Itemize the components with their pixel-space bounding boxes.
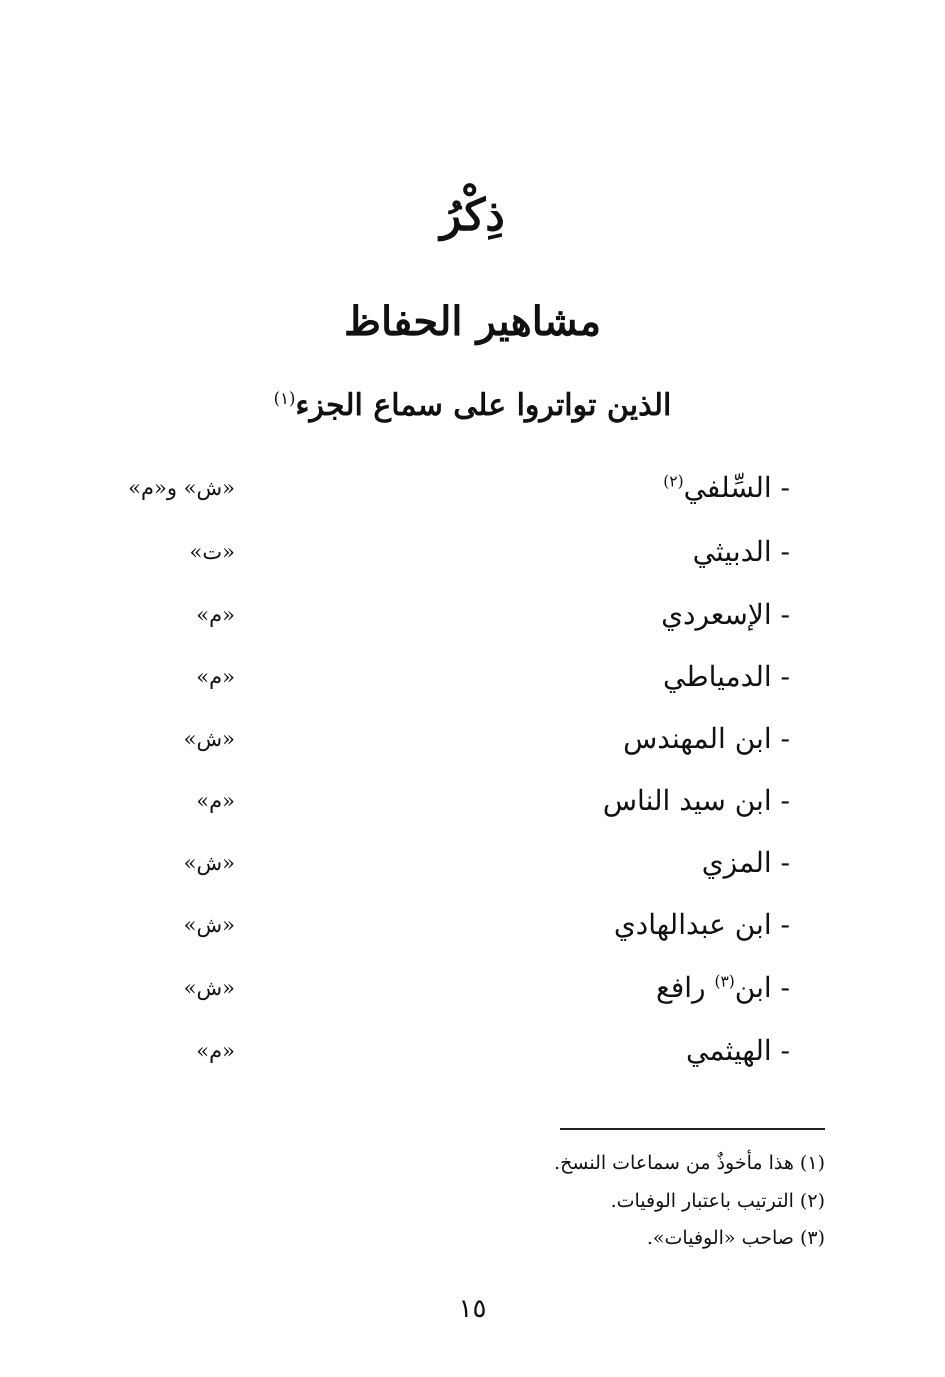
list-item <box>100 841 790 885</box>
footnote-divider <box>560 1128 825 1130</box>
footnote: (١) هذا مأخوذٌ من سماعات النسخ. <box>554 1152 825 1174</box>
hafiz-name: - المزي <box>701 846 790 879</box>
hafiz-name: - ابن$^{(٣)}$ رافع <box>655 971 790 1004</box>
hafiz-name: - الهيثمي <box>685 1034 790 1067</box>
list-item <box>100 530 790 574</box>
source-marker: «م» <box>196 1039 235 1063</box>
source-marker: «ش» <box>183 727 235 751</box>
hafiz-name: - ابن المهندس <box>623 722 790 755</box>
footnote-reference: (٢) <box>663 472 684 491</box>
hafiz-name: - الدمياطي <box>663 660 790 693</box>
page-number: ١٥ <box>458 1294 487 1324</box>
footnote-reference: (١) <box>273 389 296 408</box>
source-marker: «م» <box>196 603 235 627</box>
section-subheading <box>0 388 945 423</box>
source-marker: «م» <box>196 789 235 813</box>
hafiz-name: - الدبيثي <box>692 535 790 568</box>
list-item <box>100 966 790 1010</box>
list-item <box>100 1029 790 1073</box>
source-marker: «ت» <box>189 540 235 564</box>
list-item <box>100 717 790 761</box>
section-subtitle: مشاهير الحفاظ <box>344 298 601 345</box>
source-marker: «ش» و«م» <box>128 476 235 500</box>
list-item <box>100 779 790 823</box>
footnote: (٣) صاحب «الوفيات». <box>646 1227 825 1249</box>
footnote: (٢) الترتيب باعتبار الوفيات. <box>610 1190 825 1212</box>
hafiz-name: - السِّلفي$^{(٢)}$ <box>663 471 790 504</box>
source-marker: «ش» <box>183 913 235 937</box>
source-marker: «ش» <box>183 976 235 1000</box>
subheading-text: الذين تواتروا على سماع الجزء <box>295 388 672 423</box>
list-item <box>100 903 790 947</box>
source-marker: «ش» <box>183 851 235 875</box>
list-item <box>100 593 790 637</box>
list-item <box>100 466 790 510</box>
list-item <box>100 655 790 699</box>
hafiz-name: - الإسعردي <box>661 598 790 631</box>
footnote-reference: (٣) <box>714 972 735 991</box>
hafiz-name: - ابن سيد الناس <box>602 784 790 817</box>
source-marker: «م» <box>196 665 235 689</box>
hafiz-name: - ابن عبدالهادي <box>613 908 790 941</box>
section-title: ذِكْرُ <box>440 190 505 241</box>
